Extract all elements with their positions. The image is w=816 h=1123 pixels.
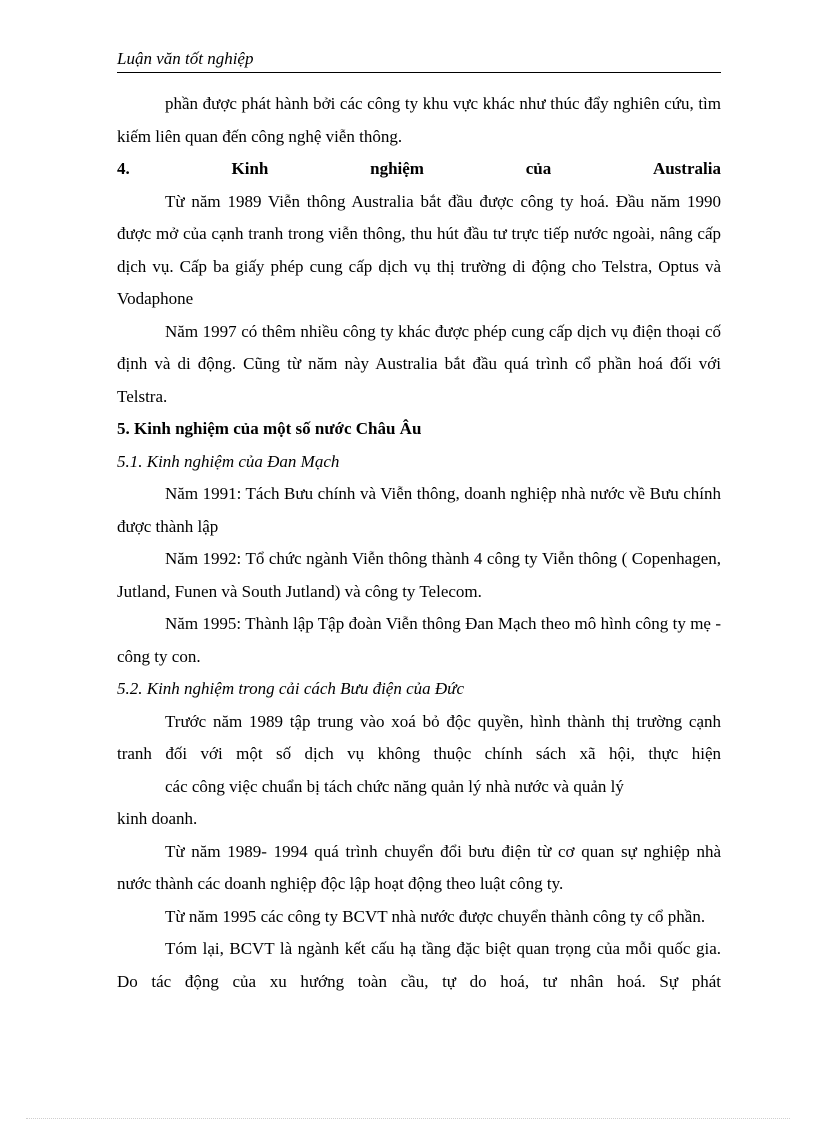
heading-4-word-1: Kinh: [231, 159, 269, 178]
paragraph-continued: phần được phát hành bởi các công ty khu vực khác như thúc đẩy nghiên cứu, tìm kiếm liên quan đến công nghệ viễn thông.: [117, 94, 721, 146]
paragraph-germany-before-1989-cont: các công việc chuẩn bị tách chức năng quản lý nhà nước và quản lý: [165, 776, 624, 796]
paragraph-denmark-1992: Năm 1992: Tổ chức ngành Viễn thông thành 4 công ty Viễn thông ( Copenhagen, Jutland, Funen và South Jutland) và công ty Telecom.: [117, 549, 721, 601]
paragraph-germany-before-1989: Trước năm 1989 tập trung vào xoá bỏ độc quyền, hình thành thị trường cạnh tranh đối với một số dịch vụ không thuộc chính sách xã hội, thực hiện: [117, 711, 721, 763]
paragraph-germany-1995: Từ năm 1995 các công ty BCVT nhà nước được chuyển thành công ty cổ phần.: [165, 906, 706, 926]
heading-section-4: [117, 153, 721, 186]
paragraph-denmark-1995: Năm 1995: Thành lập Tập đoàn Viễn thông Đan Mạch theo mô hình công ty mẹ - công ty con.: [117, 614, 721, 666]
paragraph-germany-before-1989-end: kinh doanh.: [117, 809, 198, 828]
paragraph-australia-1989: Từ năm 1989 Viễn thông Australia bắt đầu được công ty hoá. Đầu năm 1990 được mở của cạnh tranh trong viễn thông, thu hút đầu tư trực tiếp nước ngoài, nâng cấp dịch vụ. Cấp ba giấy phép cung cấp dịch vụ thị trường di động cho Telstra, Optus và Vodaphone: [117, 191, 721, 308]
subheading-5-2: 5.2. Kinh nghiệm trong cải cách Bưu điện của Đức: [117, 679, 464, 698]
heading-4-number: 4.: [117, 159, 130, 178]
paragraph-denmark-1991: Năm 1991: Tách Bưu chính và Viễn thông, doanh nghiệp nhà nước về Bưu chính được thành lập: [117, 484, 721, 536]
paragraph-australia-1997: Năm 1997 có thêm nhiều công ty khác được phép cung cấp dịch vụ điện thoại cố định và di động. Cũng từ năm này Australia bắt đầu quá trình cổ phần hoá đối với Telstra.: [117, 321, 721, 406]
heading-4-word-3: của: [525, 159, 552, 178]
subheading-5-1: 5.1. Kinh nghiệm của Đan Mạch: [117, 451, 340, 471]
paragraph-germany-1989-1994: Từ năm 1989- 1994 quá trình chuyển đổi bưu điện từ cơ quan sự nghiệp nhà nước thành các doanh nghiệp độc lập hoạt động theo luật công ty.: [117, 841, 721, 893]
paragraph-summary: Tóm lại, BCVT là ngành kết cấu hạ tầng đặc biệt quan trọng của mỗi quốc gia. Do tác động của xu hướng toàn cầu, tự do hoá, tư nhân hoá. Sự phát: [117, 939, 721, 991]
page-header: [117, 48, 721, 73]
heading-4-word-4: Australia: [652, 159, 721, 178]
document-body: [117, 88, 721, 998]
heading-4-word-2: nghiệm: [370, 159, 424, 178]
header-title: Luận văn tốt nghiệp: [117, 49, 254, 68]
page-bottom-divider: [26, 1118, 790, 1119]
heading-section-5: 5. Kinh nghiệm của một số nước Châu Âu: [117, 419, 422, 438]
